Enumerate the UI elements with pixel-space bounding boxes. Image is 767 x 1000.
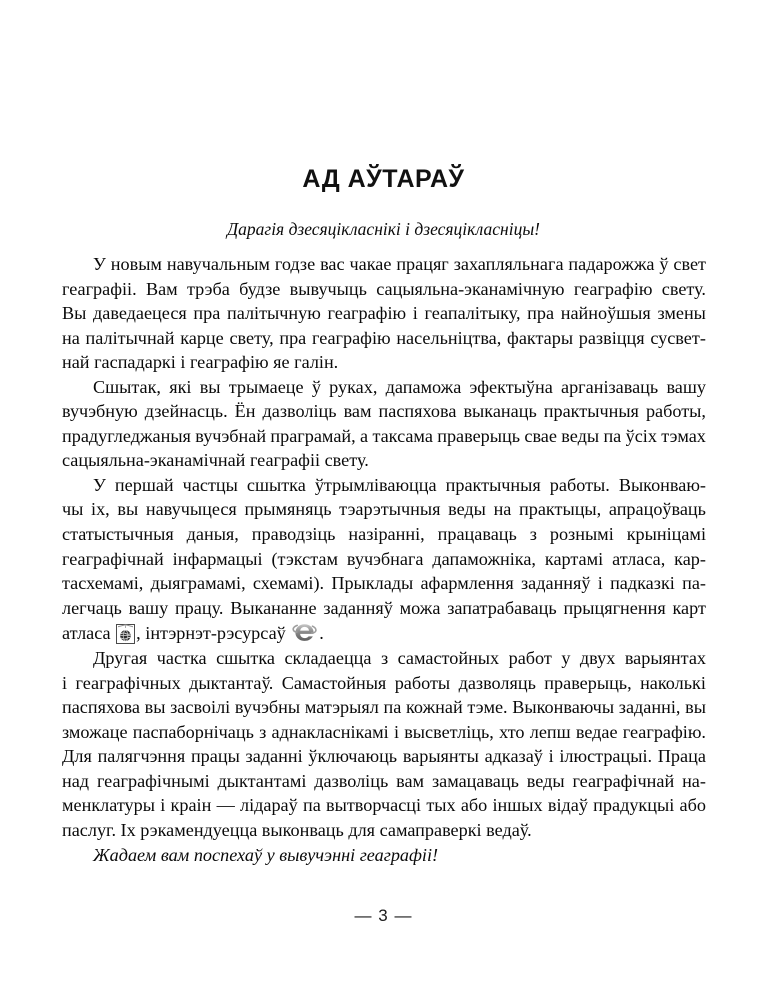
paragraph-line: над геаграфічнымі дыктантамі дазволіць вам замацаваць веды геаграфічнай на- <box>62 770 706 791</box>
paragraph-line: Другая частка сшытка складаецца з самастойных работ у двух варыянтах <box>93 648 706 669</box>
paragraph-line: і геаграфічных дыктантаў. Самастойныя работы дазволяць праверыць, наколькі <box>62 672 706 693</box>
paragraph-line: У першай частцы сшытка ўтрымліваюцца практычныя работы. Выконваю- <box>93 474 706 495</box>
atlas-book-icon <box>116 623 135 644</box>
paragraph-line: геаграфіі. Вам трэба будзе вывучыць сацыяльна-эканамічную геаграфію свету. <box>62 278 706 299</box>
salutation: Дарагія дзесяцікласнікі і дзесяцікласніцы! <box>226 219 541 239</box>
paragraph-line: У новым навучальным годзе вас чакае працяг захапляльнага падарожжа ў свет <box>93 254 706 274</box>
paragraph-line: тасхемамі, дыяграмамі, схемамі). Прыклады афармлення заданняў і падказкі па- <box>62 573 706 594</box>
paragraph-line: Вы даведаецеся пра палітычную геаграфію і геапалітыку, пра найноўшыя змены <box>62 303 706 324</box>
paragraph-line: вучэбную дзейнасць. Ён дазволіць вам паспяхова выканаць практычныя работы, <box>62 401 706 422</box>
paragraph-line: статыстычныя даныя, праводзіць назіранні, працаваць з рознымі крыніцамі <box>62 524 706 545</box>
paragraph-line: чы іх, вы навучыцеся прымяняць тэарэтычныя веды на практыцы, апрацоўваць <box>62 499 706 520</box>
paragraph-line: Для палягчэння працы заданні ўключаюць варыянты адказаў і ілюстрацыі. Праца <box>62 746 706 767</box>
page-number: — 3 — <box>354 906 413 925</box>
atlas-label: атласа <box>62 623 111 644</box>
closing-wish: Жадаем вам поспехаў у вывучэнні геаграфіі! <box>93 844 439 865</box>
paragraph-line: паслуг. Іх рэкамендуецца выконваць для самаправеркі ведаў. <box>62 820 532 841</box>
sentence-period: . <box>319 623 324 644</box>
paragraph-line: паспяхова вы засвоілі вучэбны матэрыял па кожнай тэме. Выконваючы заданні, вы <box>62 697 706 718</box>
paragraph-line: зможаце паспаборнічаць з аднакласнікамі і высветліць, хто лепш ведае геаграфію. <box>62 721 706 742</box>
body-text <box>62 252 706 867</box>
paragraph-line: на палітычнай карце свету, пра геаграфію насельніцтва, фактары развіцця сусвет- <box>62 327 706 348</box>
paragraph-line: геаграфічнай інфармацыі (тэкстам вучэбнага дапаможніка, картамі атласа, кар- <box>62 548 706 569</box>
paragraph-line: сацыяльна-эканамічнай геаграфіі свету. <box>62 450 369 471</box>
paragraph-line: менклатуры і краін — лідараў па вытворчасці тых або іншых відаў прадукцыі або <box>62 795 706 816</box>
internet-resources-label: , інтэрнэт-рэсурсаў <box>136 623 286 644</box>
paragraph-line: легчаць вашу працу. Выкананне заданняў можа запатрабаваць прыцягнення карт <box>62 597 706 618</box>
internet-explorer-icon <box>292 621 317 644</box>
paragraph-line: Сшытак, які вы трымаеце ў руках, дапаможа эфектыўна арганізаваць вашу <box>93 376 706 397</box>
page-title: АД АЎТАРАЎ <box>302 165 465 193</box>
paragraph-line: най гаспадаркі і геаграфію яе галін. <box>62 352 339 373</box>
paragraph-line: прадугледжаныя вучэбнай праграмай, а таксама праверыць свае веды па ўсіх тэмах <box>62 425 706 446</box>
paragraph-line-with-icons <box>62 620 706 646</box>
